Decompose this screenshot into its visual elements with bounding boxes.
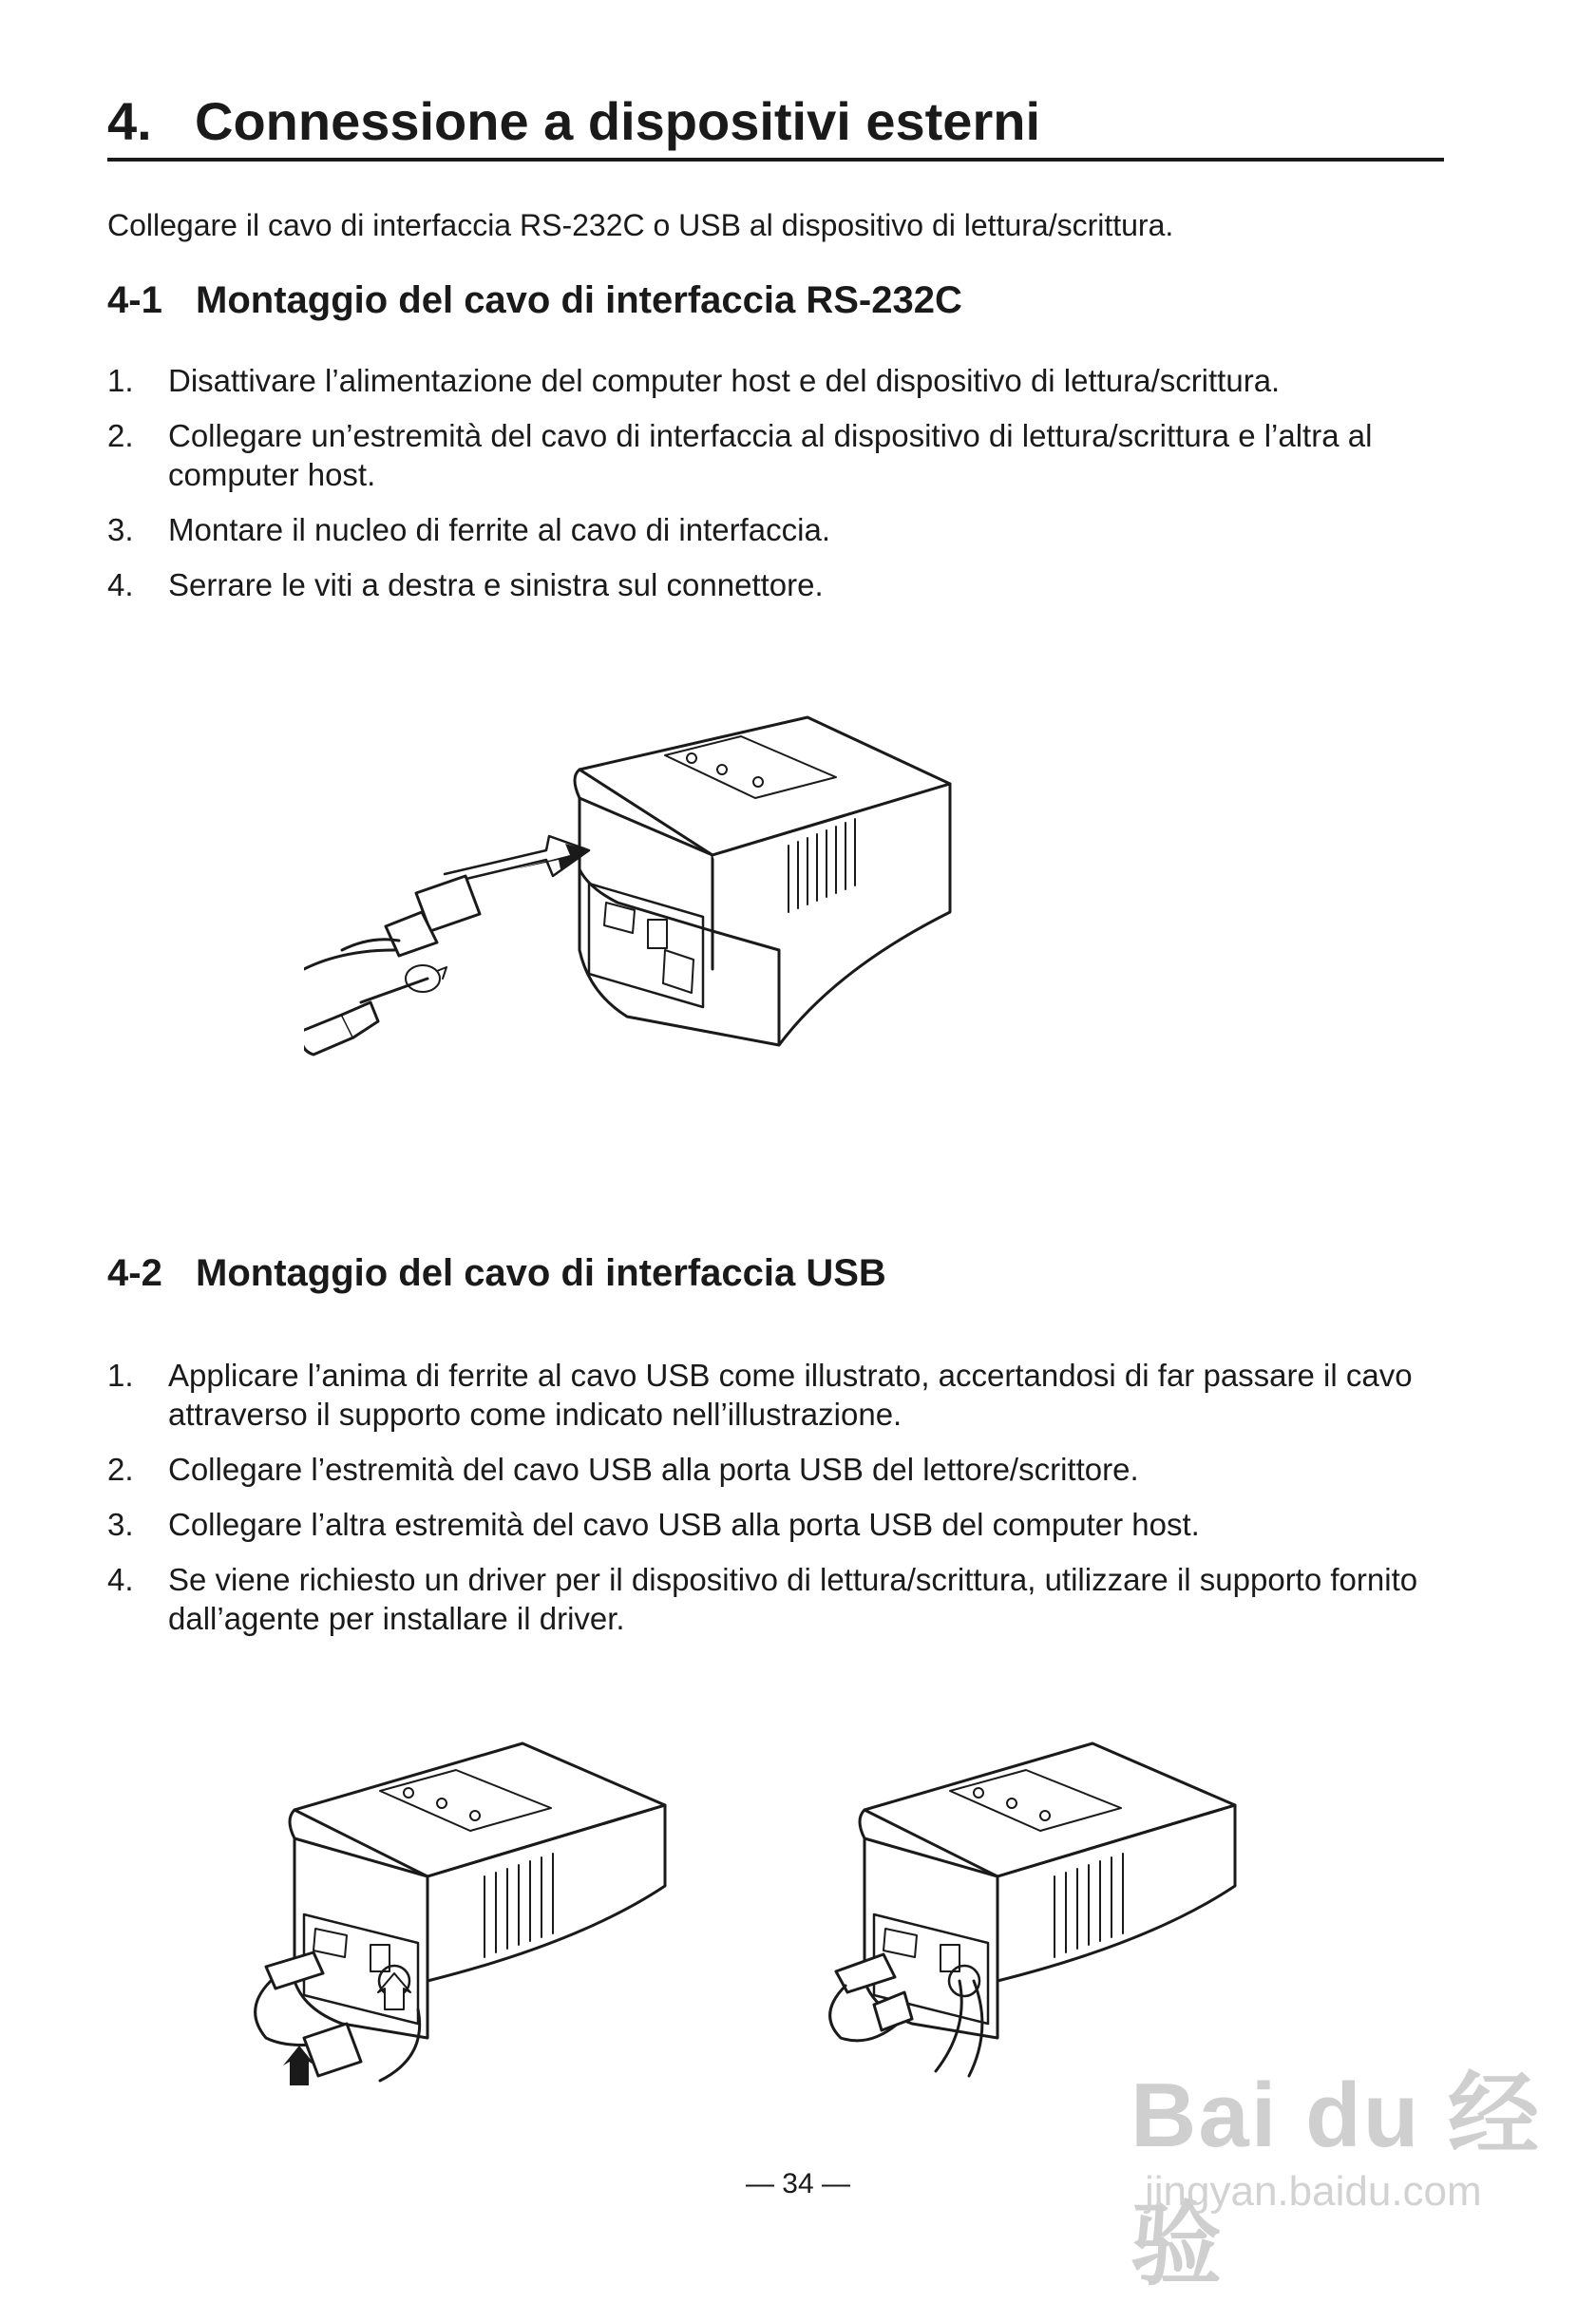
section-title-text: Montaggio del cavo di interfaccia USB — [196, 1252, 886, 1294]
step-number: 3. — [107, 1507, 134, 1542]
page-title-number: 4. — [107, 91, 152, 151]
list-item — [107, 1356, 1447, 1434]
step-text: Collegare un’estremità del cavo di interfaccia al dispositivo di lettura/scrittura e l’altra al computer host. — [168, 418, 1373, 492]
usb-steps-list — [107, 1356, 1447, 1654]
step-number: 4. — [107, 1562, 134, 1597]
baidu-watermark-url: jingyan.baidu.com — [1145, 2168, 1482, 2215]
usb-ferrite-illustration — [247, 1696, 722, 2095]
list-item — [107, 1560, 1447, 1638]
rs232c-steps-list — [107, 361, 1447, 620]
intro-paragraph: Collegare il cavo di interfaccia RS-232C o USB al dispositivo di lettura/scrittura. — [107, 208, 1174, 242]
section-heading-rs232c — [107, 281, 962, 319]
usb-connected-illustration — [817, 1696, 1292, 2095]
step-number: 1. — [107, 363, 134, 398]
step-text: Collegare l’altra estremità del cavo USB alla porta USB del computer host. — [168, 1507, 1200, 1542]
step-text: Collegare l’estremità del cavo USB alla porta USB del lettore/scrittore. — [168, 1452, 1139, 1487]
section-number: 4-2 — [107, 1252, 162, 1294]
step-number: 4. — [107, 567, 134, 602]
step-text: Disattivare l’alimentazione del computer host e del dispositivo di lettura/scrittura. — [168, 363, 1281, 398]
page-title-text: Connessione a dispositivi esterni — [195, 91, 1041, 151]
page-title — [107, 91, 1444, 162]
list-item — [107, 1450, 1447, 1489]
step-number: 2. — [107, 1452, 134, 1487]
step-text: Se viene richiesto un driver per il dispositivo di lettura/scrittura, utilizzare il supporto fornito dall’agente per installare il driver. — [168, 1562, 1418, 1636]
list-item — [107, 1505, 1447, 1544]
step-number: 2. — [107, 418, 134, 453]
list-item — [107, 565, 1447, 604]
step-text: Serrare le viti a destra e sinistra sul connettore. — [168, 567, 824, 602]
baidu-watermark-logo: Bai du 经验 — [1130, 2065, 1542, 2296]
rs232c-connection-illustration — [304, 665, 988, 1140]
section-title-text: Montaggio del cavo di interfaccia RS-232C — [196, 279, 962, 321]
list-item — [107, 361, 1447, 400]
list-item — [107, 416, 1447, 494]
step-number: 3. — [107, 512, 134, 547]
section-number: 4-1 — [107, 279, 162, 321]
step-text: Montare il nucleo di ferrite al cavo di interfaccia. — [168, 512, 830, 547]
list-item — [107, 510, 1447, 549]
page-number: — 34 — — [745, 2168, 851, 2199]
step-number: 1. — [107, 1358, 134, 1393]
step-text: Applicare l’anima di ferrite al cavo USB come illustrato, accertandosi di far passare il cavo attraverso il supporto come indicato nell’illustrazione. — [168, 1358, 1413, 1432]
section-heading-usb — [107, 1254, 886, 1292]
